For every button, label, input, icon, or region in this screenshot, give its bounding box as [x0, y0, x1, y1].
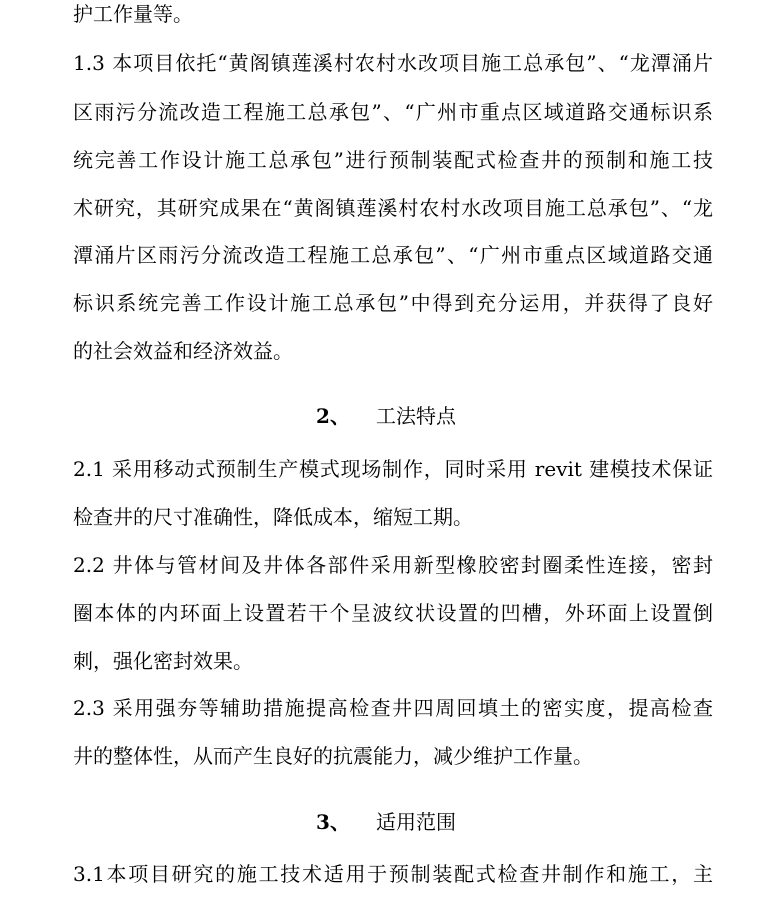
paragraph-line: 2.1 采用移动式预制生产模式现场制作，同时采用 revit 建模技术保证 — [73, 457, 713, 481]
section-number: 2、 — [316, 404, 350, 428]
section-title: 适用范围 — [375, 810, 456, 834]
section-number: 3、 — [316, 810, 350, 834]
paragraph-line: 刺，强化密封效果。 — [73, 649, 253, 673]
paragraph-line: 检查井的尺寸准确性，降低成本，缩短工期。 — [73, 505, 473, 529]
paragraph-line: 3.1本项目研究的施工技术适用于预制装配式检查井制作和施工，主 — [73, 862, 713, 886]
paragraph-line: 区雨污分流改造工程施工总承包”、“广州市重点区域道路交通标识系 — [73, 100, 713, 124]
section-heading-3 — [0, 810, 772, 834]
paragraph-line: 1.3 本项目依托“黄阁镇莲溪村农村水改项目施工总承包”、“龙潭涌片 — [73, 51, 713, 75]
section-title: 工法特点 — [375, 404, 456, 428]
paragraph-line: 井的整体性，从而产生良好的抗震能力，减少维护工作量。 — [73, 744, 593, 768]
section-heading-2 — [0, 404, 772, 428]
text-line-continuation: 护工作量等。 — [73, 2, 193, 26]
paragraph-line: 术研究，其研究成果在“黄阁镇莲溪村农村水改项目施工总承包”、“龙 — [73, 196, 713, 220]
paragraph-line: 统完善工作设计施工总承包”进行预制装配式检查井的预制和施工技 — [73, 148, 713, 172]
paragraph-line: 的社会效益和经济效益。 — [73, 339, 293, 363]
paragraph-line: 潭涌片区雨污分流改造工程施工总承包”、“广州市重点区域道路交通 — [73, 243, 713, 267]
paragraph-line: 2.3 采用强夯等辅助措施提高检查井四周回填土的密实度，提高检查 — [73, 696, 713, 720]
paragraph-line: 圈本体的内环面上设置若干个呈波纹状设置的凹槽，外环面上设置倒 — [73, 601, 713, 625]
paragraph-line: 2.2 井体与管材间及井体各部件采用新型橡胶密封圈柔性连接，密封 — [73, 553, 713, 577]
paragraph-line: 标识系统完善工作设计施工总承包”中得到充分运用，并获得了良好 — [73, 291, 713, 315]
